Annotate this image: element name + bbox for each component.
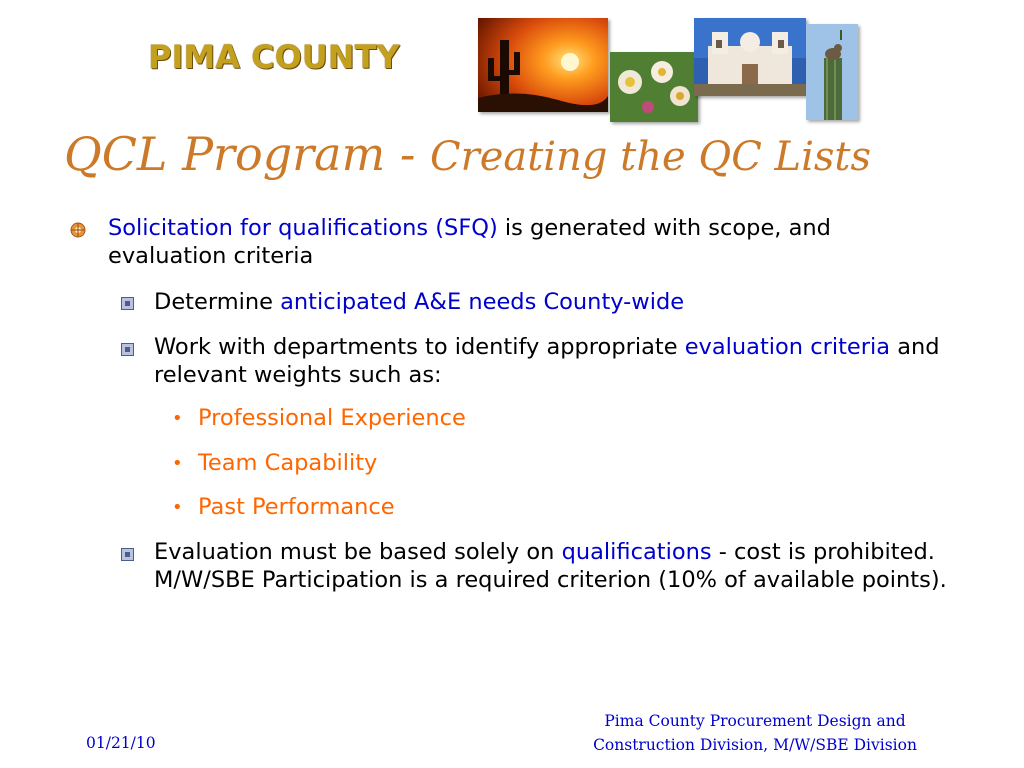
determine-pre: Determine [154, 289, 281, 315]
saguaro-bird-photo [806, 24, 858, 120]
level2-bullet-icon [121, 546, 134, 565]
level1-bullet-icon [70, 222, 86, 242]
criteria-item: Past Performance [198, 494, 395, 520]
bullet-determine [154, 288, 954, 316]
pima-county-logo: PIMA COUNTY [148, 38, 400, 76]
title-part-1: QCL Program - [64, 127, 430, 181]
level2-bullet-icon [121, 341, 134, 360]
sunset-saguaro-photo [478, 18, 608, 112]
slide-title [64, 124, 871, 187]
sfq-highlight: Solicitation for qualifications (SFQ) [108, 215, 498, 241]
level2-bullet-icon [121, 295, 134, 314]
eval-highlight: qualifications [561, 539, 712, 565]
work-pre: Work with departments to identify appropriate [154, 334, 685, 360]
sub-bullet-dot: • [172, 453, 183, 474]
eval-post: - cost is prohibited. M/W/SBE Participation is a required criterion (10% of available points). [154, 539, 947, 593]
footer-date: 01/21/10 [86, 734, 156, 752]
determine-highlight: anticipated A&E needs County-wide [280, 289, 685, 315]
work-post: and relevant weights such as: [154, 334, 940, 388]
footer-line-1: Pima County Procurement Design and [604, 712, 906, 730]
footer-division [560, 709, 950, 757]
bullet-sfq [108, 214, 938, 270]
work-highlight: evaluation criteria [684, 334, 891, 360]
footer-line-2: Construction Division, M/W/SBE Division [593, 736, 917, 754]
cactus-flower-photo [610, 52, 698, 122]
title-part-2: Creating the QC Lists [429, 134, 871, 180]
bullet-evaluation [154, 538, 954, 594]
bullet-work-with-departments [154, 333, 954, 389]
sub-bullet-dot: • [172, 497, 183, 518]
sub-bullet-dot: • [172, 408, 183, 429]
sfq-rest: is generated with scope, and evaluation criteria [108, 215, 831, 269]
criteria-item: Professional Experience [198, 405, 466, 431]
mission-church-photo [694, 18, 806, 96]
eval-pre: Evaluation must be based solely on [154, 539, 562, 565]
criteria-item: Team Capability [198, 450, 378, 476]
